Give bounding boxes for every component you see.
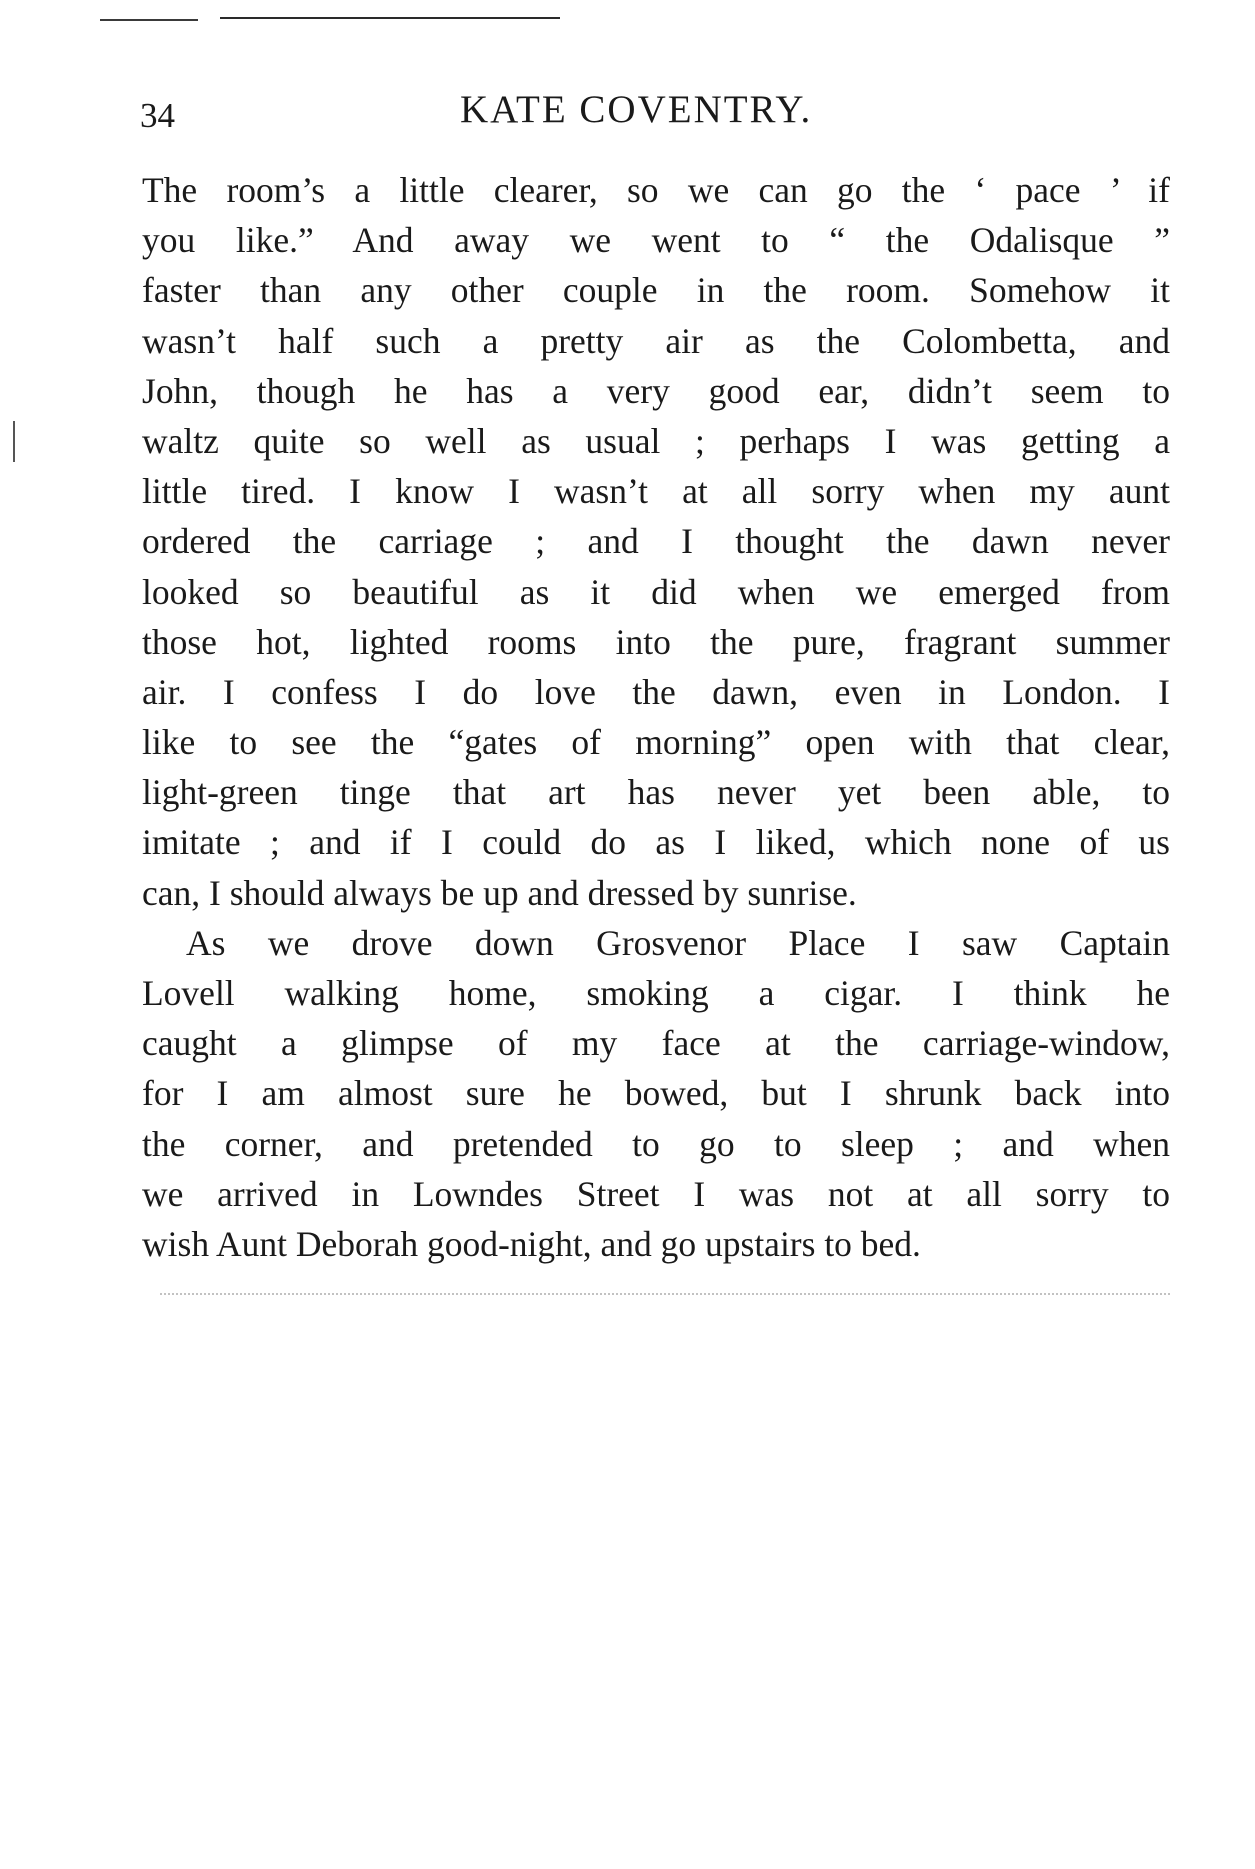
text-line: Lovell walking home, smoking a cigar. I think he	[142, 973, 1170, 1013]
paragraph-1	[142, 165, 1170, 918]
text-line: As we drove down Grosvenor Place I saw Captain	[186, 922, 1170, 963]
paragraph-2	[142, 918, 1170, 1269]
text-line: wasn’t half such a pretty air as the Colombetta, and	[142, 320, 1170, 361]
top-rule	[100, 19, 198, 21]
text-line: looked so beautiful as it did when we emerged from	[142, 571, 1170, 612]
bottom-rule	[160, 1293, 1170, 1297]
page-number: 34	[140, 96, 175, 135]
text-line: The room’s a little clearer, so we can go the ‘ pace ’ if	[142, 170, 1170, 210]
text-line: we arrived in Lowndes Street I was not at all sorry to	[142, 1173, 1170, 1214]
text-line: like to see the “gates of morning” open with that clear,	[142, 722, 1170, 763]
text-line: caught a glimpse of my face at the carriage-window,	[142, 1023, 1170, 1064]
body-text	[142, 165, 1170, 1269]
text-line: wish Aunt Deborah good-night, and go upstairs to bed.	[142, 1223, 921, 1264]
text-line: John, though he has a very good ear, didn’t seem to	[142, 370, 1170, 411]
text-line: can, I should always be up and dressed by sunrise.	[142, 872, 857, 913]
text-line: those hot, lighted rooms into the pure, fragrant summer	[142, 621, 1170, 662]
text-line: the corner, and pretended to go to sleep ; and when	[142, 1123, 1170, 1164]
text-line: light-green tinge that art has never yet been able, to	[142, 772, 1170, 813]
text-line: ordered the carriage ; and I thought the dawn never	[142, 521, 1170, 562]
text-line: waltz quite so well as usual ; perhaps I was getting a	[142, 420, 1170, 461]
top-rule	[220, 17, 560, 19]
text-line: faster than any other couple in the room. Somehow it	[142, 270, 1170, 311]
text-line: air. I confess I do love the dawn, even in London. I	[142, 671, 1170, 712]
text-line: for I am almost sure he bowed, but I shrunk back into	[142, 1073, 1170, 1114]
text-line: imitate ; and if I could do as I liked, which none of us	[142, 822, 1170, 863]
margin-mark	[13, 421, 15, 462]
text-line: you like.” And away we went to “ the Odalisque ”	[142, 220, 1170, 261]
running-head: KATE COVENTRY.	[460, 88, 813, 131]
text-line: little tired. I know I wasn’t at all sorry when my aunt	[142, 471, 1170, 512]
